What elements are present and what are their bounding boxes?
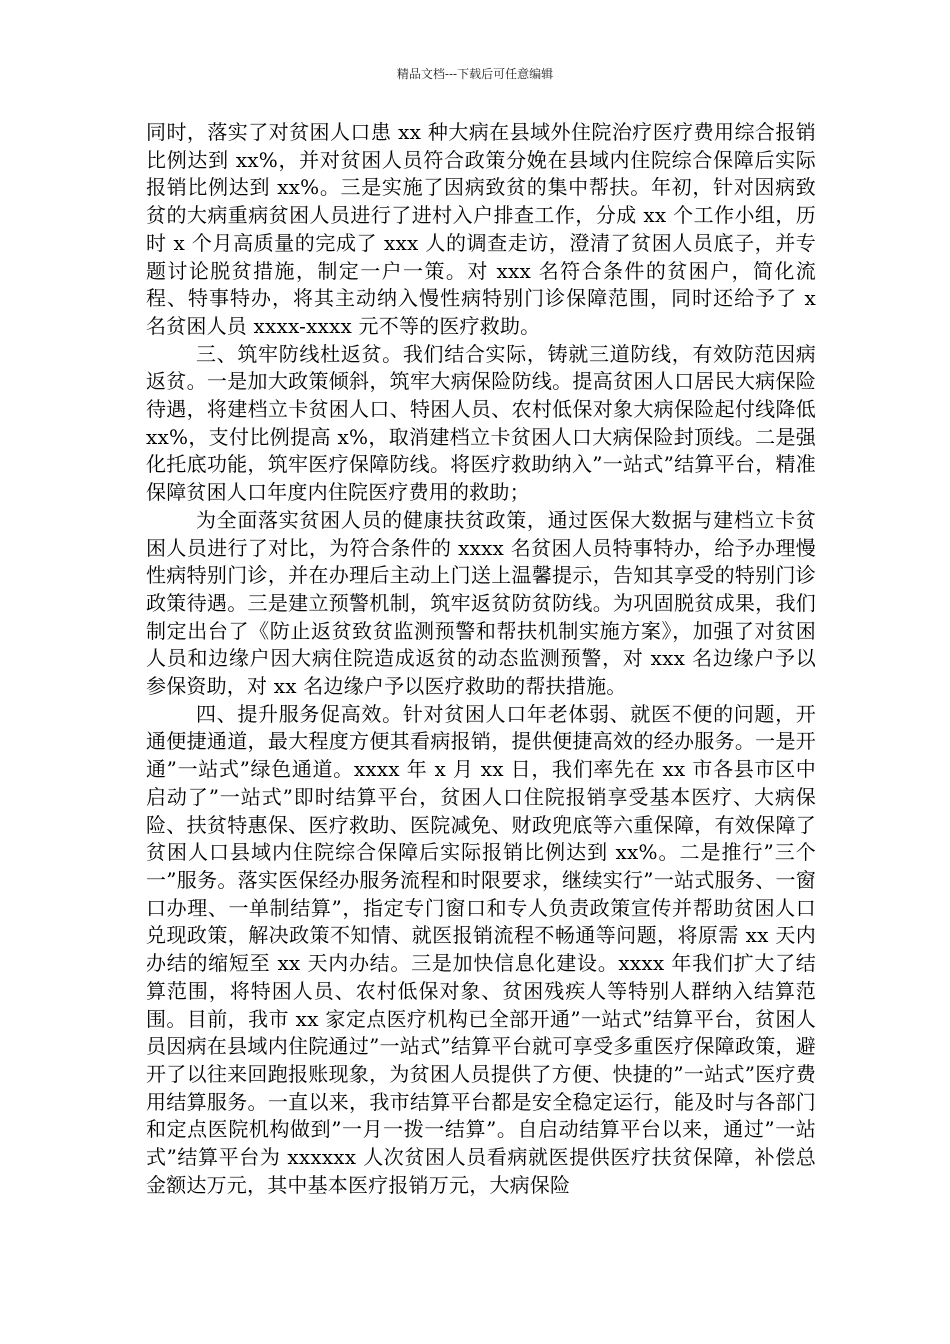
page-header: 精品文档---下载后可任意编辑: [396, 67, 554, 81]
paragraph-medical-aid: 同时，落实了对贫困人口患 xx 种大病在县域外住院治疗医疗费用综合报销比例达到 xx%，并对贫困人员符合政策分娩在县域内住院综合保障后实际报销比例达到 xx%。三是实施了因病致贫的集中帮扶。年初，针对因病致贫的大病重病贫困人员进行了进村入户排查工作，分成 xx 个工作小组，历时 x 个月高质量的完成了 xxx 人的调查走访，澄清了贫困人员底子，并专题讨论脱贫措施，制定一户一策。对 xxx 名符合条件的贫困户，简化流程、特事特办，将其主动纳入慢性病特别门诊保障范围，同时还给予了 x 名贫困人员 xxxx-xxxx 元不等的医疗救助。: [146, 120, 816, 338]
paragraph-health-policy: 为全面落实贫困人员的健康扶贫政策，通过医保大数据与建档立卡贫困人员进行了对比，为符合条件的 xxxx 名贫困人员特事特办，给予办理慢性病特别门诊，并在办理后主动上门送上温馨提示，告知其享受的特别门诊政策待遇。三是建立预警机制，筑牢返贫防贫防线。为巩固脱贫成果，我们制定出台了《防止返贫致贫监测预警和帮扶机制实施方案》，加强了对贫困人员和边缘户因大病住院造成返贫的动态监测预警，对 xxx 名边缘户予以参保资助，对 xx 名边缘户予以医疗救助的帮扶措施。: [146, 507, 816, 699]
document-body: [146, 119, 816, 1199]
paragraph-service-efficiency: 四、提升服务促高效。针对贫困人口年老体弱、就医不便的问题，开通便捷通道，最大程度方便其看病报销，提供便捷高效的经办服务。一是开通”一站式”绿色通道。xxxx 年 x 月 xx 日，我们率先在 xx 市各县市区中启动了”一站式”即时结算平台，贫困人口住院报销享受基本医疗、大病保险、扶贫特惠保、医疗救助、医院减免、财政兜底等六重保障，有效保障了贫困人口县域内住院综合保障后实际报销比例达到 xx%。二是推行”三个一”服务。落实医保经办服务流程和时限要求，继续实行”一站式服务、一窗口办理、一单制结算”，指定专门窗口和专人负责政策宣传并帮助贫困人口兑现政策，解决政策不知情、就医报销流程不畅通等问题，将原需 xx 天内办结的缩短至 xx 天内办结。三是加快信息化建设。xxxx 年我们扩大了结算范围，将特困人员、农村低保对象、贫困残疾人等特别人群纳入结算范围。目前，我市 xx 家定点医疗机构已全部开通”一站式”结算平台，贫困人员因病在县域内住院通过”一站式”结算平台就可享受多重医疗保障政策，避开了以往来回跑报账现象，为贫困人员提供了方便、快捷的”一站式”医疗费用结算服务。一直以来，我市结算平台都是安全稳定运行，能及时与各部门和定点医院机构做到”一月一拨一结算”。自启动结算平台以来，通过”一站式”结算平台为 xxxxxx 人次贫困人员看病就医提供医疗扶贫保障，补偿总金额达万元，其中基本医疗报销万元，大病保险: [146, 701, 816, 1197]
paragraph-defense-lines: 三、筑牢防线杜返贫。我们结合实际，铸就三道防线，有效防范因病返贫。一是加大政策倾斜，筑牢大病保险防线。提高贫困人口居民大病保险待遇，将建档立卡贫困人口、特困人员、农村低保对象大病保险起付线降低 xx%，支付比例提高 x%，取消建档立卡贫困人口大病保险封顶线。二是强化托底功能，筑牢医疗保障防线。将医疗救助纳入”一站式”结算平台，精准保障贫困人口年度内住院医疗费用的救助；: [146, 341, 816, 505]
